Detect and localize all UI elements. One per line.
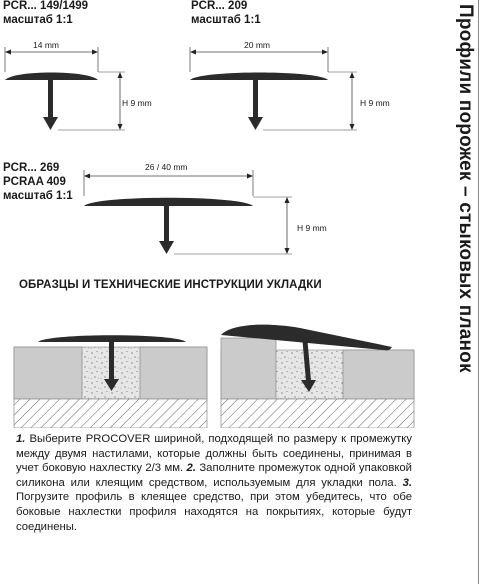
profile-2-scale: масштаб 1:1 [191, 14, 261, 26]
profile-2-height-label: H 9 mm [360, 98, 390, 108]
installation-figure-step [221, 325, 414, 428]
profile-3-scale: масштаб 1:1 [3, 190, 73, 202]
profile-1-height-label: H 9 mm [122, 98, 152, 108]
profile-3-height-label: H 9 mm [297, 223, 327, 233]
profile-3-drawing [0, 160, 300, 270]
profile-1-code: PCR... 149/1499 [3, 0, 89, 12]
profile-3-width-label: 26 / 40 mm [145, 162, 188, 172]
profile-1-scale: масштаб 1:1 [3, 14, 73, 26]
profile-1-drawing [0, 0, 160, 140]
step-2-number: 2. [186, 462, 196, 475]
profile-3-code-2: PCRAA 409 [3, 176, 66, 188]
step-3-number: 3. [402, 476, 412, 489]
profile-2-code: PCR... 209 [191, 0, 248, 12]
step-1-text: Выберите PROCOVER шириной, подходящей по размеру к промежутку между двумя настилами, которые должны быть соединены, принимая в учет боковую нахлестку 2/3 мм. [16, 433, 412, 475]
step-2-text: Заполните промежуток одной упаковкой силикона или клеящим средством, используемым для укладки пола. [16, 462, 412, 489]
vertical-title-container [455, 4, 475, 580]
vertical-title: Профили порожек – стыковых планок [455, 4, 476, 373]
step-3-text: Погрузите профиль в клеящее средство, при этом убедитесь, что обе боковые нахлестки профиля находятся на покрытиях, которые будут соединены. [16, 491, 412, 533]
section-title: ОБРАЗЦЫ И ТЕХНИЧЕСКИЕ ИНСТРУКЦИИ УКЛАДКИ [19, 279, 322, 291]
profile-2-width-label: 20 mm [244, 40, 270, 50]
installation-illustrations [0, 300, 420, 428]
profile-1-width-label: 14 mm [33, 40, 59, 50]
instructions-text [16, 432, 412, 534]
profile-3-code: PCR... 269 [3, 162, 60, 174]
profile-2-drawing [180, 0, 380, 140]
installation-figure-level [14, 335, 207, 428]
step-1-number: 1. [16, 433, 26, 445]
